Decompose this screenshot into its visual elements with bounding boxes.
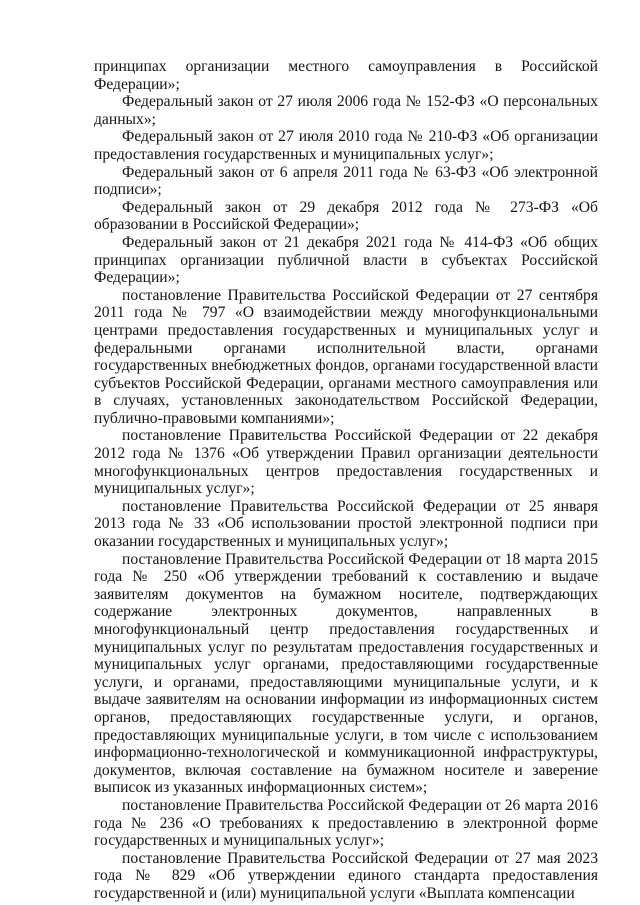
paragraph-law-273: Федеральный закон от 29 декабря 2012 года № 273-ФЗ «Об образовании в Российской Федерации»; <box>94 198 598 234</box>
paragraph-law-152: Федеральный закон от 27 июля 2006 года № 152-ФЗ «О персональных данных»; <box>94 93 598 128</box>
paragraph-decree-33: постановление Правительства Российской Федерации от 25 января 2013 года № 33 «Об использовании простой электронной подписи при оказании государственных и муниципальных услуг»; <box>94 497 598 551</box>
paragraph-decree-829: постановление Правительства Российской Федерации от 27 мая 2023 года № 829 «Об утверждении единого стандарта предоставления государственной и (или) муниципальной услуги «Выплата компенсации <box>94 849 598 902</box>
paragraph-decree-797: постановление Правительства Российской Федерации от 27 сентября 2011 года № 797 «О взаимодействии между многофункциональными центрами предоставления государственных и муниципальных услуг и федеральными органами исполнительной власти, органами государственных внебюджетных фондов, органами государственной власти субъектов Российской Федерации, органами местного самоуправления или в случаях, установленных законодательством Российской Федерации, публично-правовыми компаниями»; <box>94 286 598 427</box>
document-page <box>94 58 598 903</box>
paragraph-law-210: Федеральный закон от 27 июля 2010 года № 210-ФЗ «Об организации предоставления государственных и муниципальных услуг»; <box>94 128 598 163</box>
paragraph-law-63: Федеральный закон от 6 апреля 2011 года № 63-ФЗ «Об электронной подписи»; <box>94 163 598 199</box>
paragraph-decree-1376: постановление Правительства Российской Федерации от 22 декабря 2012 года № 1376 «Об утверждении Правил организации деятельности многофункциональных центров предоставления государственных и муниципальных услуг»; <box>94 427 598 498</box>
paragraph-decree-236: постановление Правительства Российской Федерации от 26 марта 2016 года № 236 «О требованиях к предоставлению в электронной форме государственных и муниципальных услуг»; <box>94 796 598 850</box>
paragraph-continuation: принципах организации местного самоуправления в Российской Федерации»; <box>94 58 598 93</box>
paragraph-law-414: Федеральный закон от 21 декабря 2021 года № 414-ФЗ «Об общих принципах организации публичной власти в субъектах Российской Федерации»; <box>94 233 598 287</box>
paragraph-decree-250: постановление Правительства Российской Федерации от 18 марта 2015 года № 250 «Об утверждении требований к составлению и выдаче заявителям документов на бумажном носителе, подтверждающих содержание электронных документов, направленных в многофункциональный центр предоставления государственных и муниципальных услуг по результатам предоставления государственных и муниципальных услуг органами, предоставляющими государственные услуги, и органами, предоставляющими муниципальные услуги, и к выдаче заявителям на основании информации из информационных систем органов, предоставляющих государственные услуги, и органов, предоставляющих муниципальные услуги, в том числе с использованием информационно-технологической и коммуникационной инфраструктуры, документов, включая составление на бумажном носителе и заверение выписок из указанных информационных систем»; <box>94 550 598 797</box>
